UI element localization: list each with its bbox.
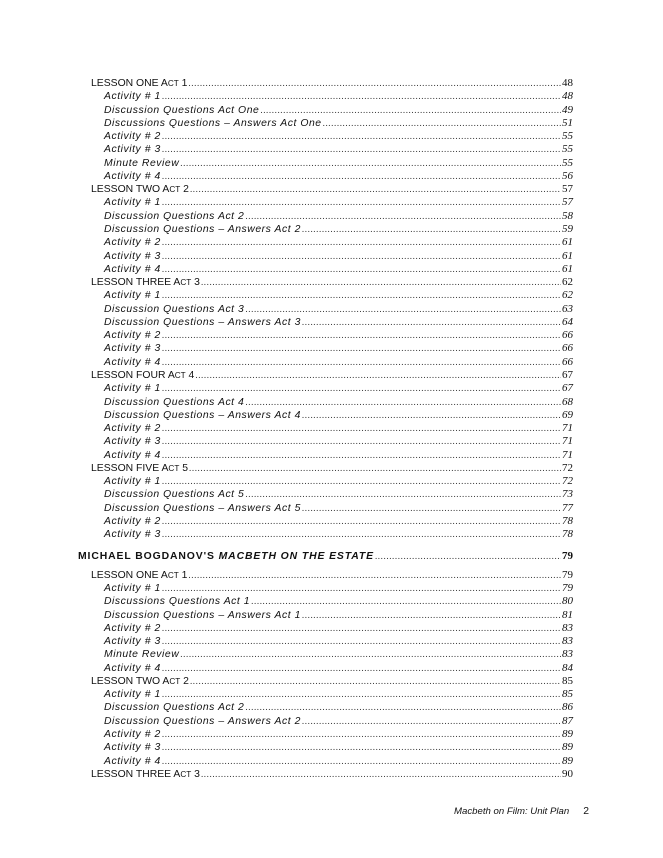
toc-entry-title: Activity # 1 <box>104 476 161 488</box>
toc-entry-title: Discussion Questions – Answers Act 2 <box>104 715 301 727</box>
toc-entry-title: Discussions Questions – Answers Act One <box>104 117 322 129</box>
toc-entry-label <box>104 343 162 354</box>
toc-entry-page-number: 78 <box>562 528 573 541</box>
dot-leader <box>260 105 561 115</box>
dot-leader <box>180 649 561 659</box>
toc-entry-page-number: 85 <box>562 688 573 701</box>
toc-entry-title: Activity # 1 <box>104 91 161 103</box>
toc-entry-title: LESSON FIVE <box>91 462 160 474</box>
toc-entry-label <box>104 756 162 767</box>
toc-entry-film-title: MACBETH ON THE ESTATE <box>218 551 374 563</box>
toc-entry-page-number: 72 <box>562 461 573 474</box>
dot-leader <box>375 551 561 561</box>
toc-entry-title: Activity # 2 <box>104 622 161 634</box>
toc-entry-title: Minute Review <box>104 157 180 169</box>
toc-entry-page-number: 66 <box>562 329 573 342</box>
toc-entry-page-number: 62 <box>562 289 573 302</box>
toc-entry-title: Activity # 3 <box>104 436 161 448</box>
dot-leader <box>162 383 561 393</box>
toc-lesson-entry[interactable] <box>91 675 573 688</box>
toc-activity-entry[interactable] <box>104 741 573 754</box>
toc-activity-entry[interactable] <box>104 104 573 117</box>
toc-entry-title: Activity # 1 <box>104 583 161 594</box>
toc-entry-title: Activity # 3 <box>104 529 161 541</box>
toc-entry-label <box>104 489 245 500</box>
toc-entry-label <box>91 676 190 687</box>
dot-leader <box>162 343 561 353</box>
toc-entry-title: Activity # 3 <box>104 250 161 262</box>
toc-entry-title: Activity # 3 <box>104 742 161 754</box>
dot-leader <box>162 357 561 367</box>
toc-entry-page-number: 64 <box>562 315 573 328</box>
toc-entry-page-number: 89 <box>562 741 573 754</box>
dot-leader <box>162 636 561 646</box>
toc-entry-page-number: 66 <box>562 355 573 368</box>
toc-entry-page-number: 83 <box>562 648 573 661</box>
toc-entry-label <box>104 330 162 341</box>
toc-entry-label <box>104 636 162 647</box>
toc-entry-page-number: 71 <box>562 435 573 448</box>
dot-leader <box>162 131 561 141</box>
dot-leader <box>302 224 561 234</box>
toc-entry-title: Activity # 3 <box>104 343 161 355</box>
toc-entry-label <box>104 716 302 727</box>
toc-entry-title: Activity # 2 <box>104 330 161 342</box>
toc-activity-entry[interactable] <box>104 170 573 183</box>
toc-entry-page-number: 77 <box>562 501 573 514</box>
toc-activity-entry[interactable] <box>104 422 573 435</box>
toc-entry-title: Discussion Questions – Answers Act 4 <box>104 409 301 421</box>
toc-entry-page-number: 55 <box>562 143 573 156</box>
toc-entry-title: LESSON FOUR <box>91 369 166 381</box>
toc-activity-entry[interactable] <box>104 582 573 595</box>
dot-leader <box>245 702 561 712</box>
toc-entry-page-number: 83 <box>562 635 573 648</box>
dot-leader <box>195 370 561 380</box>
toc-entry-title: Discussion Questions – Answers Act 2 <box>104 224 301 235</box>
toc-activity-entry[interactable] <box>104 382 573 395</box>
toc-entry-page-number: 61 <box>562 236 573 249</box>
dot-leader <box>162 756 561 766</box>
toc-entry-label <box>104 423 162 434</box>
toc-entry-label <box>104 131 162 142</box>
dot-leader <box>251 596 561 606</box>
toc-entry-title: Discussion Questions – Answers Act 3 <box>104 316 301 328</box>
toc-entry-title: Activity # 4 <box>104 356 161 368</box>
toc-entry-title: Activity # 1 <box>104 689 161 701</box>
toc-entry-label <box>104 583 162 594</box>
toc-entry-page-number: 71 <box>562 422 573 434</box>
toc-entry-page-number: 89 <box>562 754 573 767</box>
toc-entry-label <box>78 551 375 562</box>
toc-entry-label <box>104 623 162 634</box>
toc-entry-page-number: 67 <box>562 368 573 381</box>
toc-entry-page-number: 69 <box>562 408 573 421</box>
dot-leader <box>245 304 561 314</box>
toc-entry-page-number: 61 <box>562 249 573 262</box>
toc-entry-label <box>91 78 188 89</box>
toc-entry-label <box>104 224 302 235</box>
toc-lesson-entry[interactable] <box>91 569 573 582</box>
dot-leader <box>162 264 561 274</box>
dot-leader <box>302 610 561 620</box>
toc-entry-page-number: 57 <box>562 183 573 196</box>
toc-entry-title: Discussion Questions – Answers Act 1 <box>104 609 301 621</box>
toc-activity-entry[interactable] <box>104 635 573 648</box>
dot-leader <box>190 184 561 194</box>
toc-entry-page-number: 51 <box>562 116 573 129</box>
footer-page-number: 2 <box>583 806 589 817</box>
dot-leader <box>162 689 561 699</box>
toc-entry-label <box>104 729 162 740</box>
toc-entry-title: Activity # 3 <box>104 144 161 156</box>
toc-activity-entry[interactable] <box>104 196 573 209</box>
toc-activity-entry[interactable] <box>104 688 573 701</box>
dot-leader <box>162 171 561 181</box>
dot-leader <box>162 663 561 673</box>
toc-entry-label <box>104 410 302 421</box>
toc-entry-title: Discussion Questions Act 2 <box>104 702 245 714</box>
toc-activity-entry[interactable] <box>104 356 573 369</box>
toc-activity-entry[interactable] <box>104 130 573 143</box>
toc-entry-title: Activity # 3 <box>104 636 161 648</box>
dot-leader <box>162 516 561 526</box>
dot-leader <box>180 158 561 168</box>
toc-entry-act: ACT 2 <box>162 184 189 196</box>
dot-leader <box>162 330 561 340</box>
toc-entry-page-number: 55 <box>562 130 573 143</box>
toc-entry-title: Activity # 4 <box>104 755 161 767</box>
toc-entry-label <box>91 277 201 288</box>
toc-entry-page-number: 62 <box>562 276 573 289</box>
dot-leader <box>162 290 561 300</box>
toc-entry-label <box>104 211 245 222</box>
toc-activity-entry[interactable] <box>104 755 573 768</box>
toc-entry-label <box>104 383 162 394</box>
dot-leader <box>162 476 561 486</box>
dot-leader <box>162 623 561 633</box>
toc-entry-page-number: 90 <box>562 767 573 780</box>
dot-leader <box>245 397 561 407</box>
dot-leader <box>162 583 561 593</box>
toc-entry-label <box>104 105 260 116</box>
toc-entry-page-number: 87 <box>562 714 573 727</box>
toc-activity-entry[interactable] <box>104 435 573 448</box>
toc-entry-page-number: 48 <box>562 77 573 89</box>
toc-activity-entry[interactable] <box>104 90 573 103</box>
dot-leader <box>188 78 561 88</box>
toc-entry-page-number: 66 <box>562 342 573 355</box>
toc-entry-page-number: 84 <box>562 661 573 674</box>
toc-entry-title: Activity # 2 <box>104 423 161 434</box>
dot-leader <box>188 570 561 580</box>
toc-entry-label <box>104 450 162 461</box>
toc-entry-page-number: 79 <box>562 582 573 594</box>
toc-entry-title: LESSON ONE <box>91 569 159 581</box>
toc-entry-label <box>104 158 180 169</box>
toc-entry-label <box>104 197 162 208</box>
dot-leader <box>162 423 561 433</box>
page-footer <box>0 806 589 817</box>
toc-activity-entry[interactable] <box>104 143 573 156</box>
toc-entry-title: Activity # 4 <box>104 449 161 461</box>
dot-leader <box>245 211 561 221</box>
toc-lesson-entry[interactable] <box>91 77 573 90</box>
toc-entry-page-number: 57 <box>562 196 573 209</box>
toc-entry-label <box>104 610 302 621</box>
toc-entry-page-number: 68 <box>562 395 573 408</box>
toc-entry-label <box>104 436 162 447</box>
toc-activity-entry[interactable] <box>104 409 573 422</box>
toc-activity-entry[interactable] <box>104 157 573 170</box>
toc-entry-page-number: 80 <box>562 595 573 608</box>
toc-entry-label <box>104 251 162 262</box>
dot-leader <box>190 676 561 686</box>
toc-entry-title: Discussion Questions Act 5 <box>104 489 245 501</box>
toc-activity-entry[interactable] <box>104 396 573 409</box>
toc-entry-page-number: 89 <box>562 728 573 740</box>
toc-activity-entry[interactable] <box>104 515 573 528</box>
toc-entry-label <box>104 144 162 155</box>
footer-title: Macbeth on Film: Unit Plan <box>454 806 570 817</box>
toc-entry-label <box>104 663 162 674</box>
toc-entry-title: LESSON TWO <box>91 675 161 687</box>
toc-activity-entry[interactable] <box>104 342 573 355</box>
toc-entry-title: Discussion Questions Act 4 <box>104 396 245 408</box>
toc-entry-label <box>91 769 201 780</box>
toc-entry-label <box>104 689 162 700</box>
toc-entry-title: Activity # 2 <box>104 131 161 143</box>
dot-leader <box>162 436 561 446</box>
toc-entry-title: LESSON THREE <box>91 768 172 780</box>
toc-entry-page-number: 79 <box>562 568 573 581</box>
dot-leader <box>162 742 561 752</box>
dot-leader <box>201 277 561 287</box>
dot-leader <box>162 251 561 261</box>
toc-entry-act: ACT 2 <box>162 675 189 687</box>
toc-entry-label <box>104 317 302 328</box>
toc-activity-entry[interactable] <box>104 609 573 622</box>
toc-entry-page-number: 55 <box>562 156 573 169</box>
toc-entry-page-number: 81 <box>562 608 573 621</box>
toc-activity-entry[interactable] <box>104 662 573 675</box>
dot-leader <box>302 503 561 513</box>
toc-activity-entry[interactable] <box>104 449 573 462</box>
toc-entry-page-number: 78 <box>562 514 573 527</box>
toc-entry-page-number: 61 <box>562 262 573 275</box>
toc-entry-title: Activity # 4 <box>104 170 161 182</box>
toc-entry-page-number: 73 <box>562 488 573 501</box>
toc-entry-label <box>104 516 162 527</box>
toc-entry-label <box>104 503 302 514</box>
toc-entry-label <box>91 370 195 381</box>
toc-activity-entry[interactable] <box>104 303 573 316</box>
toc-entry-title: Activity # 1 <box>104 383 161 395</box>
toc-entry-title: Activity # 2 <box>104 237 161 249</box>
toc-activity-entry[interactable] <box>104 316 573 329</box>
toc-entry-title: MICHAEL BOGDANOV'S <box>78 551 219 563</box>
toc-entry-title: LESSON ONE <box>91 78 159 89</box>
toc-entry-label <box>104 118 323 129</box>
dot-leader <box>162 529 561 539</box>
toc-lesson-entry[interactable] <box>91 276 573 289</box>
toc-entry-page-number: 49 <box>562 103 573 116</box>
toc-entry-label <box>91 570 188 581</box>
toc-entry-title: Activity # 4 <box>104 263 161 275</box>
toc-activity-entry[interactable] <box>104 502 573 515</box>
toc-activity-entry[interactable] <box>104 117 573 130</box>
dot-leader <box>201 769 561 779</box>
toc-entry-title: Activity # 4 <box>104 662 161 674</box>
toc-entry-label <box>104 649 180 660</box>
dot-leader <box>302 410 561 420</box>
toc-activity-entry[interactable] <box>104 223 573 236</box>
dot-leader <box>323 118 561 128</box>
toc-activity-entry[interactable] <box>104 488 573 501</box>
toc-activity-entry[interactable] <box>104 263 573 276</box>
dot-leader <box>162 91 561 101</box>
toc-entry-title: Discussion Questions Act 2 <box>104 210 245 222</box>
toc-activity-entry[interactable] <box>104 475 573 488</box>
toc-entry-title: Discussion Questions Act One <box>104 104 260 116</box>
toc-entry-label <box>104 476 162 487</box>
toc-entry-title: Discussion Questions – Answers Act 5 <box>104 502 301 514</box>
toc-entry-page-number: 86 <box>562 701 573 714</box>
toc-entry-act: ACT 1 <box>160 569 188 581</box>
toc-entry-act: ACT 1 <box>160 78 188 89</box>
dot-leader <box>162 237 561 247</box>
toc-entry-label <box>104 596 251 607</box>
toc-activity-entry[interactable] <box>104 701 573 714</box>
toc-activity-entry[interactable] <box>104 250 573 263</box>
toc-entry-title: LESSON THREE <box>91 277 172 289</box>
toc-entry-label <box>104 264 162 275</box>
toc-entry-title: Activity # 1 <box>104 197 161 209</box>
toc-activity-entry[interactable] <box>104 648 573 661</box>
toc-lesson-entry[interactable] <box>91 768 573 781</box>
toc-entry-act: ACT 3 <box>173 768 200 780</box>
toc-entry-page-number: 67 <box>562 382 573 395</box>
toc-entry-title: Activity # 2 <box>104 729 161 740</box>
toc-activity-entry[interactable] <box>104 528 573 541</box>
toc-lesson-entry[interactable] <box>91 369 573 382</box>
toc-entry-label <box>104 702 245 713</box>
toc-entry-title: Discussion Questions Act 3 <box>104 303 245 315</box>
toc-entry-label <box>104 171 162 182</box>
toc-entry-label <box>104 290 162 301</box>
dot-leader <box>162 450 561 460</box>
toc-activity-entry[interactable] <box>104 289 573 302</box>
toc-entry-label <box>91 184 190 195</box>
toc-lesson-entry[interactable] <box>91 183 573 196</box>
toc-entry-label <box>104 91 162 102</box>
toc-entry-title: Minute Review <box>104 649 180 661</box>
toc-entry-title: LESSON TWO <box>91 184 161 196</box>
toc-entry-label <box>91 463 189 474</box>
dot-leader <box>302 716 561 726</box>
toc-activity-entry[interactable] <box>104 329 573 342</box>
toc-activity-entry[interactable] <box>104 715 573 728</box>
toc-activity-entry[interactable] <box>104 595 573 608</box>
toc-entry-label <box>104 397 245 408</box>
toc-entry-act: ACT 4 <box>167 369 195 381</box>
toc-entry-act: ACT 3 <box>173 277 200 289</box>
toc-lesson-entry[interactable] <box>91 462 573 475</box>
toc-entry-label <box>104 529 162 540</box>
dot-leader <box>162 144 561 154</box>
toc-entry-page-number: 72 <box>562 475 573 488</box>
toc-entry-act: ACT 5 <box>161 462 188 474</box>
toc-entry-title: Activity # 1 <box>104 290 161 302</box>
toc-entry-label <box>104 304 245 315</box>
dot-leader <box>189 463 561 473</box>
toc-entry-page-number: 56 <box>562 169 573 182</box>
dot-leader <box>245 489 561 499</box>
toc-activity-entry[interactable] <box>104 210 573 223</box>
toc-entry-page-number: 83 <box>562 621 573 634</box>
toc-entry-page-number: 85 <box>562 674 573 687</box>
toc-section-heading[interactable] <box>78 550 573 563</box>
toc-activity-entry[interactable] <box>104 622 573 635</box>
toc-entry-page-number: 71 <box>562 448 573 461</box>
toc-entry-page-number: 58 <box>562 209 573 222</box>
toc-entry-page-number: 63 <box>562 302 573 315</box>
toc-entry-label <box>104 742 162 753</box>
toc-entry-page-number: 59 <box>562 223 573 235</box>
toc-entry-title: Activity # 2 <box>104 515 161 527</box>
toc-activity-entry[interactable] <box>104 236 573 249</box>
toc-entry-label <box>104 357 162 368</box>
toc-entry-title: Discussions Questions Act 1 <box>104 596 251 608</box>
dot-leader <box>162 729 561 739</box>
toc-activity-entry[interactable] <box>104 728 573 741</box>
toc-entry-page-number: 79 <box>562 550 573 563</box>
toc-entry-page-number: 48 <box>562 90 573 103</box>
dot-leader <box>302 317 561 327</box>
dot-leader <box>162 197 561 207</box>
toc-entry-label <box>104 237 162 248</box>
